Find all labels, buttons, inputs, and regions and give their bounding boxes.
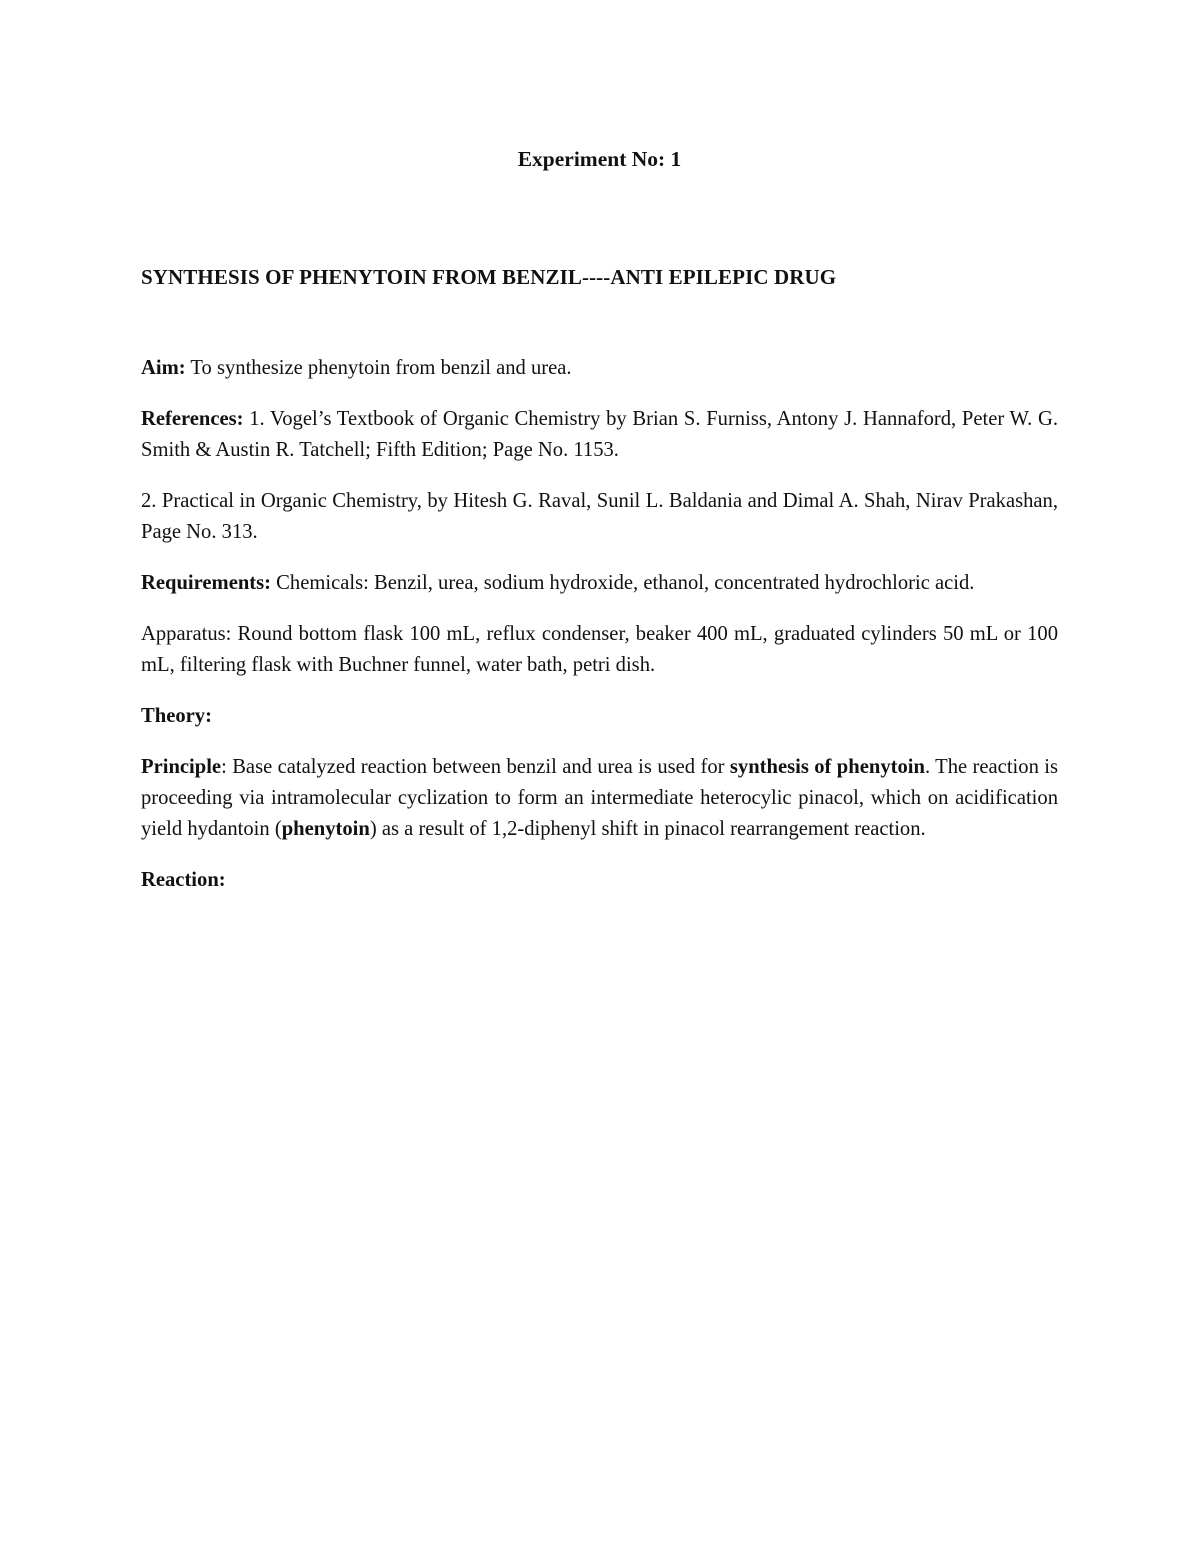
principle-text-2: . The reaction is proceeding via intramolecular cyclization to form an intermediate heterocylic pinacol, which on acidification yield hydantoin ( (141, 756, 1058, 840)
theory-heading: Theory: (141, 705, 212, 727)
experiment-title: Experiment No: 1 (517, 147, 682, 171)
chemicals-text: Chemicals: Benzil, urea, sodium hydroxide, ethanol, concentrated hydrochloric acid. (271, 572, 975, 594)
principle-paragraph (141, 752, 1058, 845)
reaction-heading: Reaction: (141, 869, 226, 891)
aim-text: To synthesize phenytoin from benzil and urea. (185, 357, 572, 379)
requirements-paragraph (141, 568, 1058, 599)
apparatus-paragraph: Apparatus: Round bottom flask 100 mL, reflux condenser, beaker 400 mL, graduated cylinders 50 mL or 100 mL, filtering flask with Buchner funnel, water bath, petri dish. (141, 623, 1058, 676)
principle-bold-synthesis: synthesis of phenytoin (729, 756, 925, 778)
reference-1: 1. Vogel’s Textbook of Organic Chemistry by Brian S. Furniss, Antony J. Hannaford, Peter W. G. Smith & Austin R. Tatchell; Fifth Edition; Page No. 1153. (141, 408, 1058, 461)
references-label: References: (141, 408, 244, 430)
aim-paragraph (141, 353, 1058, 384)
aim-label: Aim: (141, 357, 186, 379)
principle-text-3: ) as a result of 1,2-diphenyl shift in pinacol rearrangement reaction. (369, 818, 926, 840)
references-paragraph (141, 404, 1058, 466)
principle-bold-phenytoin: phenytoin (281, 818, 370, 840)
page-content (141, 140, 1058, 916)
requirements-label: Requirements: (141, 572, 272, 594)
principle-text-1: : Base catalyzed reaction between benzil and urea is used for (221, 756, 730, 778)
main-title: SYNTHESIS OF PHENYTOIN FROM BENZIL----ANTI EPILEPIC DRUG (141, 265, 837, 289)
reference-2: 2. Practical in Organic Chemistry, by Hitesh G. Raval, Sunil L. Baldania and Dimal A. Shah, Nirav Prakashan, Page No. 313. (141, 490, 1058, 543)
principle-label: Principle (141, 756, 222, 778)
